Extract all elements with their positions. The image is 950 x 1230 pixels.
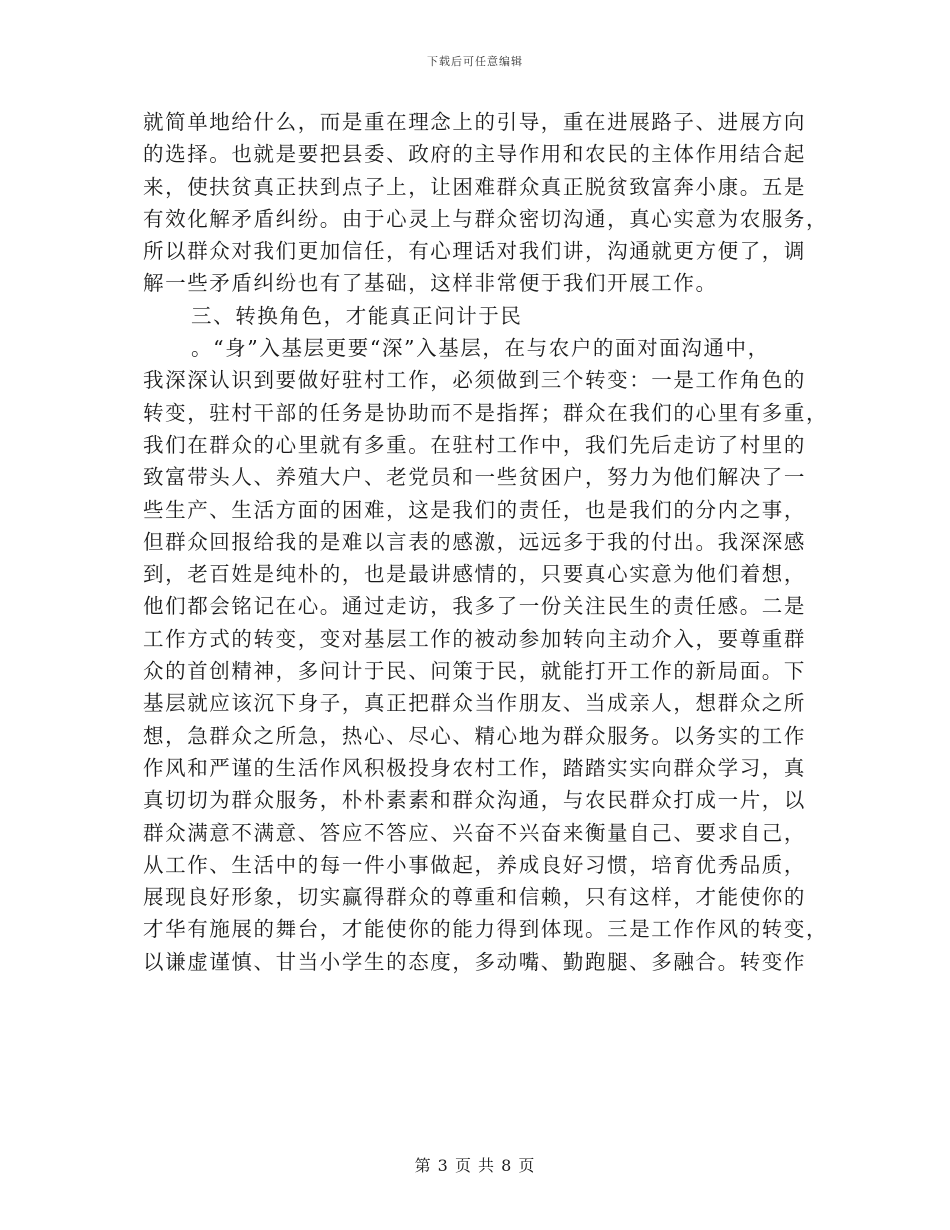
body-line: 作风和严谨的生活作风积极投身农村工作，踏踏实实向群众学习，真 — [143, 755, 806, 780]
body-line: 他们都会铭记在心。通过走访，我多了一份关注民生的责任感。二是 — [143, 594, 806, 619]
body-line: 转变，驻村干部的任务是协助而不是指挥；群众在我们的心里有多重， — [143, 400, 829, 425]
page-header: 下载后可任意编辑 — [427, 55, 523, 68]
body-line: 所以群众对我们更加信任，有心理话对我们讲，沟通就更方便了，调 — [143, 239, 806, 264]
body-line: 从工作、生活中的每一件小事做起，养成良好习惯，培育优秀品质， — [143, 852, 806, 877]
body-line: 以谦虚谨慎、甘当小学生的态度，多动嘴、勤跑腿、多融合。转变作 — [143, 949, 806, 974]
body-line: 就简单地给什么，而是重在理念上的引导，重在进展路子、进展方向 — [143, 110, 806, 134]
body-line: 致富带头人、养殖大户、老党员和一些贫困户，努力为他们解决了一 — [143, 465, 806, 490]
section-heading: 三、转换角色，才能真正问计于民 — [191, 303, 523, 328]
document-body — [143, 106, 829, 978]
body-line: 群众满意不满意、答应不答应、兴奋不兴奋来衡量自己、要求自己， — [143, 820, 806, 845]
body-line: 真切切为群众服务，朴朴素素和群众沟通，与农民群众打成一片，以 — [143, 788, 806, 813]
body-line: 工作方式的转变，变对基层工作的被动参加转向主动介入，要尊重群 — [143, 626, 806, 651]
body-line: 到，老百姓是纯朴的，也是最讲感情的，只要真心实意为他们着想， — [143, 562, 806, 587]
body-line: 想，急群众之所急，热心、尽心、精心地为群众服务。以务实的工作 — [143, 723, 806, 748]
body-line: 众的首创精神，多问计于民、问策于民，就能打开工作的新局面。下 — [143, 659, 806, 684]
body-line: 些生产、生活方面的困难，这是我们的责任，也是我们的分内之事， — [143, 497, 806, 522]
body-line: 展现良好形象，切实赢得群众的尊重和信赖，只有这样，才能使你的 — [143, 885, 806, 910]
body-line: 解一些矛盾纠纷也有了基础，这样非常便于我们开展工作。 — [143, 271, 718, 296]
body-line: 才华有施展的舞台，才能使你的能力得到体现。三是工作作风的转变， — [143, 917, 829, 942]
body-line: 。“身”入基层更要“深”入基层，在与农户的面对面沟通中， — [191, 336, 770, 361]
body-line: 我们在群众的心里就有多重。在驻村工作中，我们先后走访了村里的 — [143, 432, 806, 457]
page-footer: 第 3 页 共 8 页 — [414, 1156, 536, 1175]
body-line: 有效化解矛盾纠纷。由于心灵上与群众密切沟通，真心实意为农服务， — [143, 206, 829, 231]
body-line: 我深深认识到要做好驻村工作，必须做到三个转变：一是工作角色的 — [143, 368, 806, 393]
body-line: 但群众回报给我的是难以言表的感激，远远多于我的付出。我深深感 — [143, 529, 806, 554]
body-line: 基层就应该沉下身子，真正把群众当作朋友、当成亲人，想群众之所 — [143, 691, 806, 716]
body-line: 来，使扶贫真正扶到点子上，让困难群众真正脱贫致富奔小康。五是 — [143, 174, 806, 199]
body-line: 的选择。也就是要把县委、政府的主导作用和农民的主体作用结合起 — [143, 142, 806, 167]
